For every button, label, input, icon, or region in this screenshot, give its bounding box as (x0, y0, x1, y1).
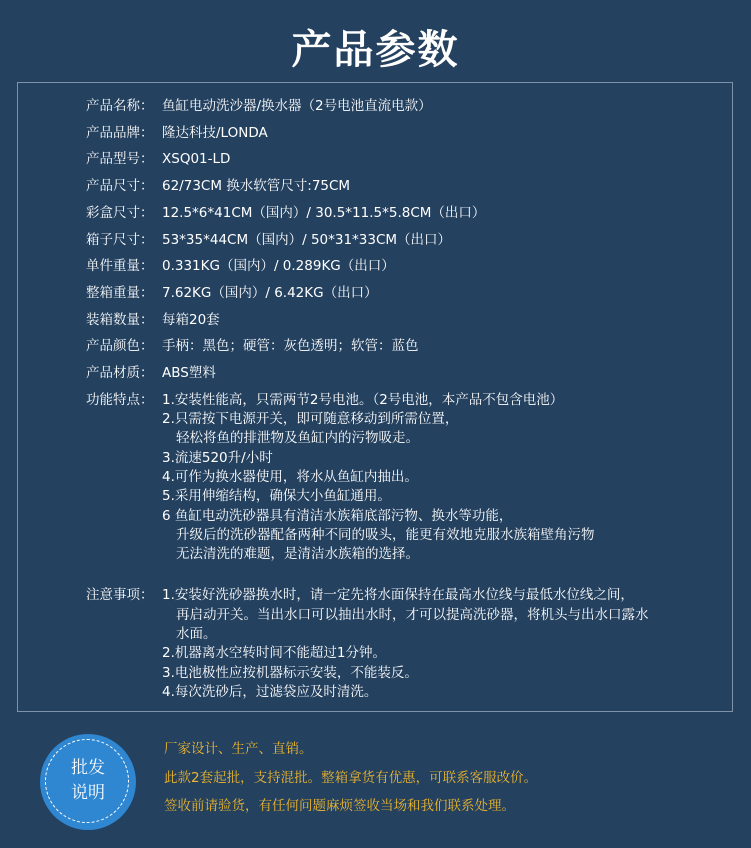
notice-lines (162, 582, 726, 702)
spec-value: 0.331KG（国内）/ 0.289KG（出口） (162, 258, 395, 275)
spec-value: 手柄：黑色；硬管：灰色透明；软管：蓝色 (162, 338, 419, 355)
notice-line: 3.电池极性应按机器标示安装，不能装反。 (162, 664, 418, 681)
spec-value: XSQ01-LD (162, 151, 231, 168)
section-gap (86, 564, 726, 582)
features-label: 功能特点： (86, 391, 154, 408)
notice-line: 4.每次洗砂后，过滤袋应及时清洗。 (162, 683, 378, 700)
spec-label: 单件重量： (86, 258, 154, 275)
badge-line: 说明 (71, 783, 105, 803)
feature-line: 4.可作为换水器使用，将水从鱼缸内抽出。 (162, 468, 418, 485)
spec-value: 7.62KG（国内）/ 6.42KG（出口） (162, 284, 378, 301)
spec-row-color (86, 333, 726, 360)
spec-row-size (86, 173, 726, 200)
feature-line: 6 鱼缸电动洗砂器具有清洁水族箱底部污物、换水等功能， (162, 507, 513, 524)
feature-line: 1.安装性能高，只需两节2号电池。（2号电池，本产品不包含电池） (162, 391, 564, 408)
spec-row-quantity (86, 307, 726, 334)
spec-row-material (86, 360, 726, 387)
feature-line: 升级后的洗砂器配备两种不同的吸头，能更有效地克服水族箱壁角污物 (176, 526, 595, 543)
spec-label: 产品颜色： (86, 338, 154, 355)
spec-value: 鱼缸电动洗沙器/换水器（2号电池直流电款） (162, 98, 432, 114)
feature-line: 无法清洗的难题，是清洁水族箱的选择。 (176, 546, 419, 563)
spec-label: 箱子尺寸： (86, 231, 154, 248)
notice-line: 2.机器离水空转时间不能超过1分钟。 (162, 645, 386, 662)
feature-line: 轻松将鱼的排泄物及鱼缸内的污物吸走。 (176, 430, 419, 447)
spec-value: 隆达科技/LONDA (162, 124, 268, 141)
notice-line: 1.安装好洗砂器换水时，请一定先将水面保持在最高水位线与最低水位线之间， (162, 587, 634, 604)
spec-value: 62/73CM 换水软管尺寸:75CM (162, 178, 351, 195)
feature-line: 5.采用伸缩结构，确保大小鱼缸通用。 (162, 488, 391, 505)
badge-text (40, 756, 136, 806)
wholesale-badge (40, 734, 136, 830)
feature-line: 3.流速520升/小时 (162, 449, 273, 466)
spec-row-box-size (86, 200, 726, 227)
wholesale-note: 签收前请验货，有任何问题麻烦签收当场和我们联系处理。 (164, 798, 515, 814)
spec-label: 装箱数量： (86, 311, 154, 328)
spec-value: 53*35*44CM（国内）/ 50*31*33CM（出口） (162, 231, 452, 248)
notice-line: 再启动开关。当出水口可以抽出水时，才可以提高洗砂器，将机头与出水口露水 (176, 606, 649, 623)
spec-row-name (86, 93, 726, 120)
spec-row-unit-weight (86, 253, 726, 280)
notice-line: 水面。 (176, 626, 217, 642)
spec-row-brand (86, 120, 726, 147)
page-title: 产品参数 (291, 27, 460, 73)
features-section (86, 387, 726, 565)
feature-line: 2.只需按下电源开关，即可随意移动到所需位置， (162, 411, 459, 428)
spec-label: 整箱重量： (86, 284, 154, 301)
spec-label: 产品尺寸： (86, 178, 154, 195)
spec-row-model (86, 146, 726, 173)
wholesale-note: 厂家设计、生产、直销。 (164, 741, 313, 757)
wholesale-notes (164, 735, 744, 821)
features-lines (162, 387, 726, 565)
spec-list (86, 93, 726, 702)
spec-label: 产品材质： (86, 365, 154, 382)
notice-section (86, 582, 726, 702)
notice-label: 注意事项： (86, 587, 154, 604)
spec-value: ABS塑料 (162, 365, 216, 382)
badge-line: 批发 (71, 758, 105, 778)
spec-row-carton-size (86, 227, 726, 254)
spec-value: 12.5*6*41CM（国内）/ 30.5*11.5*5.8CM（出口） (162, 204, 486, 221)
spec-value: 每箱20套 (162, 311, 220, 328)
spec-label: 彩盒尺寸： (86, 204, 154, 221)
wholesale-note: 此款2套起批，支持混批。整箱拿货有优惠，可联系客服改价。 (164, 769, 538, 786)
spec-label: 产品品牌： (86, 124, 154, 141)
spec-label: 产品型号： (86, 151, 154, 168)
spec-label: 产品名称： (86, 98, 154, 114)
spec-row-carton-weight (86, 280, 726, 307)
